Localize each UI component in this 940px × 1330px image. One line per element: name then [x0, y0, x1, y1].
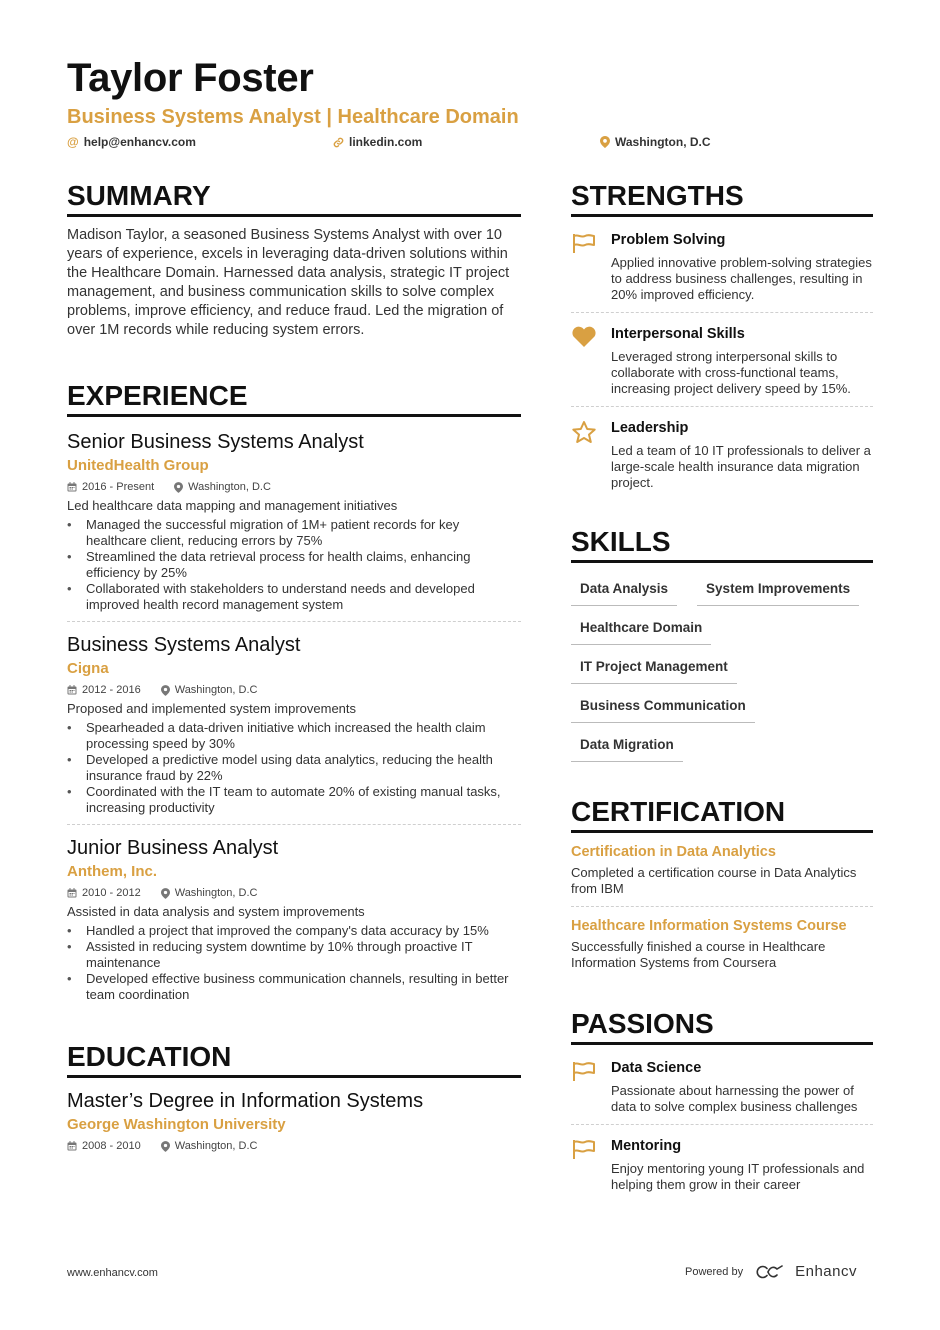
skill-tag: Healthcare Domain [571, 616, 711, 645]
location-pin-icon [161, 888, 170, 899]
strength-description: Applied innovative problem-solving strategies to address business challenges, resulting in 20% improved efficiency. [611, 255, 872, 302]
certification-item [571, 906, 873, 980]
location-text: Washington, D.C [615, 135, 711, 149]
right-column [571, 180, 873, 1202]
calendar-icon [67, 1141, 77, 1151]
job-bullets [67, 923, 521, 1003]
calendar-icon [67, 888, 77, 898]
at-icon: @ [67, 135, 79, 149]
certification-item [571, 833, 873, 906]
contact-location [600, 135, 711, 149]
company-name: Anthem, Inc. [67, 863, 158, 880]
company-name: UnitedHealth Group [67, 457, 209, 474]
certification-title-text: Certification in Data Analytics [571, 844, 776, 860]
certification-description: Completed a certification course in Data Analytics from IBM [571, 865, 857, 896]
strength-item [571, 219, 873, 312]
job-bullet: • Collaborated with stakeholders to understand needs and developed improved health record management system [67, 581, 521, 613]
job-entry [67, 429, 521, 621]
strengths-section [571, 180, 873, 500]
calendar-icon [67, 482, 77, 492]
job-entry [67, 621, 521, 824]
job-bullet: • Developed effective business communication channels, resulting in better team coordination [67, 971, 521, 1003]
summary-text: Madison Taylor, a seasoned Business Systems Analyst with over 10 years of experience, excels in leveraging data-driven solutions within the Healthcare Domain. Harnessed data analysis, strategic IT project management, and business communication skills to solve complex problems, improve efficiency, and reduce fraud. Led the migration of over 1M records while reducing system errors. [67, 227, 510, 338]
brand-name: Enhancv [795, 1263, 857, 1280]
job-location: Washington, D.C [188, 481, 271, 493]
contact-email[interactable] [67, 135, 196, 149]
job-description: Proposed and implemented system improvements [67, 701, 357, 716]
passions-section [571, 1008, 873, 1202]
calendar-icon [67, 685, 77, 695]
skill-tag: Data Analysis [571, 577, 677, 606]
experience-section [67, 380, 521, 1011]
job-title: Junior Business Analyst [67, 837, 279, 859]
job-entry [67, 824, 521, 1011]
job-bullet: • Assisted in reducing system downtime by 10% through proactive IT maintenance [67, 939, 521, 971]
certification-title-text: Healthcare Information Systems Course [571, 918, 847, 934]
skill-tag: IT Project Management [571, 655, 737, 684]
strength-description: Led a team of 10 IT professionals to deliver a large-scale health insurance data migration project. [611, 443, 871, 490]
skill-tag: Data Migration [571, 733, 683, 762]
summary-section [67, 180, 521, 340]
location-pin-icon [161, 685, 170, 696]
strength-title: Leadership [611, 420, 689, 436]
job-location: Washington, D.C [174, 684, 258, 696]
job-bullet: • Streamlined the data retrieval process for health claims, enhancing efficiency by 25% [67, 549, 521, 581]
skills-list [571, 577, 873, 762]
passion-title: Data Science [611, 1060, 702, 1076]
skills-title: SKILLS [571, 526, 873, 563]
job-meta [67, 480, 521, 494]
job-description: Assisted in data analysis and system improvements [67, 904, 365, 919]
passion-description: Enjoy mentoring young IT professionals and helping them grow in their career [611, 1161, 865, 1192]
strength-item [571, 312, 873, 406]
job-dates: 2012 - 2016 [82, 684, 141, 696]
passion-description: Passionate about harnessing the power of data to solve complex business challenges [611, 1083, 858, 1114]
enhancv-logo-icon [753, 1264, 785, 1280]
skill-tag: System Improvements [697, 577, 859, 606]
job-bullet: • Managed the successful migration of 1M+ patient records for key healthcare client, reducing errors by 75% [67, 517, 521, 549]
job-bullets [67, 517, 521, 613]
job-meta [67, 886, 521, 900]
job-meta [67, 683, 521, 697]
powered-by-text: Powered by [685, 1265, 744, 1278]
strength-title: Interpersonal Skills [611, 326, 745, 342]
job-bullet: • Handled a project that improved the company's data accuracy by 15% [67, 923, 521, 939]
footer-website[interactable]: www.enhancv.com [67, 1267, 158, 1279]
job-location: Washington, D.C [174, 887, 258, 899]
passions-title: PASSIONS [571, 1008, 873, 1045]
summary-title: SUMMARY [67, 180, 521, 217]
certification-description: Successfully finished a course in Healthcare Information Systems from Coursera [571, 939, 826, 970]
strengths-title: STRENGTHS [571, 180, 873, 217]
linkedin-text: linkedin.com [349, 135, 423, 149]
strength-item [571, 406, 873, 500]
heart-icon [571, 326, 597, 348]
email-text: help@enhancv.com [83, 135, 196, 149]
job-dates: 2010 - 2012 [82, 887, 141, 899]
passion-title: Mentoring [611, 1138, 682, 1154]
footer-branding[interactable] [685, 1263, 857, 1280]
job-title: Senior Business Systems Analyst [67, 431, 364, 453]
left-column [67, 180, 521, 1153]
location-pin-icon [174, 482, 183, 493]
link-icon [333, 137, 344, 148]
job-title: Business Systems Analyst [67, 634, 301, 656]
education-title: EDUCATION [67, 1041, 521, 1078]
certification-section [571, 796, 873, 980]
school-name: George Washington University [67, 1116, 286, 1133]
skill-tag: Business Communication [571, 694, 755, 723]
passion-item [571, 1047, 873, 1124]
job-bullet: • Coordinated with the IT team to automate 20% of existing manual tasks, increasing productivity [67, 784, 521, 816]
contact-linkedin[interactable] [333, 135, 422, 149]
company-name: Cigna [67, 660, 109, 677]
strength-description: Leveraged strong interpersonal skills to collaborate with cross-functional teams, increasing project delivery speed by 15%. [611, 349, 851, 396]
flag-icon [571, 232, 597, 254]
education-meta [67, 1139, 521, 1153]
job-description: Led healthcare data mapping and management initiatives [67, 498, 398, 513]
skills-section [571, 526, 873, 762]
degree-title: Master’s Degree in Information Systems [67, 1090, 424, 1112]
job-dates: 2016 - Present [82, 481, 155, 493]
candidate-tagline: Business Systems Analyst | Healthcare Domain [67, 106, 519, 128]
education-dates: 2008 - 2010 [82, 1140, 141, 1152]
flag-icon [571, 1060, 597, 1082]
flag-icon [571, 1138, 597, 1160]
location-pin-icon [600, 136, 610, 148]
passion-item [571, 1124, 873, 1202]
education-location: Washington, D.C [174, 1140, 258, 1152]
strength-title: Problem Solving [611, 232, 726, 248]
job-bullet: • Developed a predictive model using data analytics, reducing the health insurance fraud by 22% [67, 752, 521, 784]
certification-title: CERTIFICATION [571, 796, 873, 833]
job-bullets [67, 720, 521, 816]
experience-title: EXPERIENCE [67, 380, 521, 417]
location-pin-icon [161, 1141, 170, 1152]
education-section [67, 1041, 521, 1153]
job-bullet: • Spearheaded a data-driven initiative which increased the health claim processing speed by 30% [67, 720, 521, 752]
star-icon [571, 420, 597, 444]
candidate-name: Taylor Foster [67, 56, 314, 100]
